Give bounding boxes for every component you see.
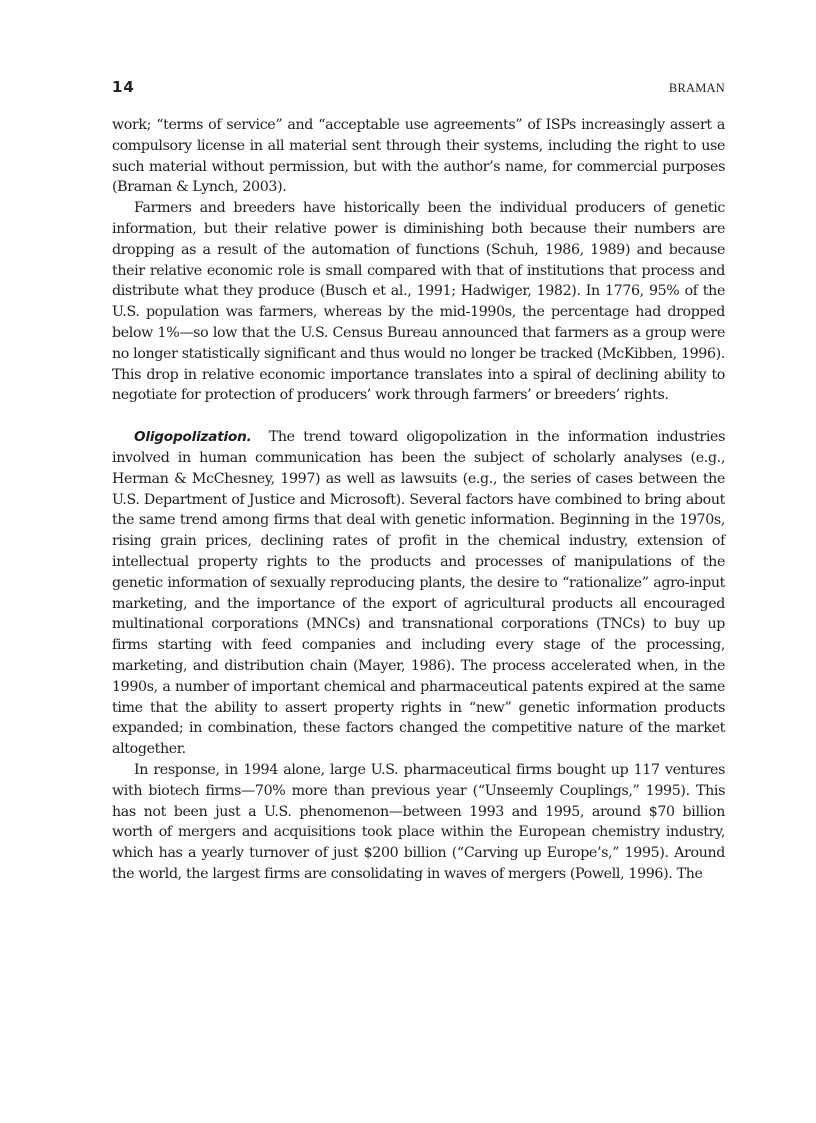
paragraph-farmers-breeders: Farmers and breeders have historically been the individual producers of genetic information, but their relative power is diminishing both because their numbers are dropping as a result of the automation of functions (Schuh, 1986, 1989) and because their relative economic role is small compared with that of institutions that process and distribute what they produce (Busch et al., 1991; Hadwiger, 1982). In 1776, 95% of the U.S. population was farmers, whereas by the mid-1990s, the percentage had dropped below 1%—so low that the U.S. Census Bureau announced that farmers as a group were no longer statistically significant and thus would no longer be tracked (McKibben, 1996). This drop in relative economic importance translates into a spiral of declining ability to negotiate for protection of producers’ work through farmers’ or breeders’ rights. (112, 200, 725, 404)
paragraph-response: In response, in 1994 alone, large U.S. pharmaceutical firms bought up 117 ventures with biotech firms—70% more than previous year (“Unseemly Couplings,” 1995). This has not been just a U.S. phenomenon—between 1993 and 1995, around $70 billion worth of mergers and acquisitions took place within the European chemistry industry, which has a yearly turnover of just $200 billion (“Carving up Europe’s,” 1995). Around the world, the largest firms are consolidating in waves of mergers (Powell, 1996). The (112, 761, 725, 882)
body-text (112, 115, 725, 885)
page-number: 14 (112, 78, 135, 96)
paragraph-continuation: work; “terms of service” and “acceptable use agreements” of ISPs increasingly assert a compulsory license in all material sent through their systems, including the right to use such material without permission, but with the author’s name, for commercial purposes (Braman & Lynch, 2003). (112, 117, 725, 196)
section-spacer (112, 406, 725, 427)
paragraph-oligopolization-text: The trend toward oligopolization in the information industries involved in human communication has been the subject of scholarly analyses (e.g., Herman & McChesney, 1997) as well as lawsuits (e.g., the series of cases between the U.S. Department of Justice and Microsoft). Several factors have combined to bring about the same trend among firms that deal with genetic information. Beginning in the 1970s, rising grain prices, declining rates of profit in the chemical industry, extension of intellectual property rights to the products and processes of manipulations of the genetic information of sexually reproducing plants, the desire to “rationalize” agro-input marketing, and the importance of the export of agricultural products all encouraged multinational corporations (MNCs) and transnational corporations (TNCs) to buy up firms starting with feed companies and including every stage of the processing, marketing, and distribution chain (Mayer, 1986). The process accelerated when, in the 1990s, a number of important chemical and pharmaceutical patents expired at the same time that the ability to assert property rights in “new” genetic information products expanded; in combination, these factors changed the competitive nature of the market altogether. (112, 429, 725, 758)
running-head-author: BRAMAN (668, 81, 725, 95)
run-in-heading: Oligopolization. (134, 429, 252, 446)
running-header (112, 78, 725, 98)
paragraph-oligopolization (112, 427, 725, 760)
